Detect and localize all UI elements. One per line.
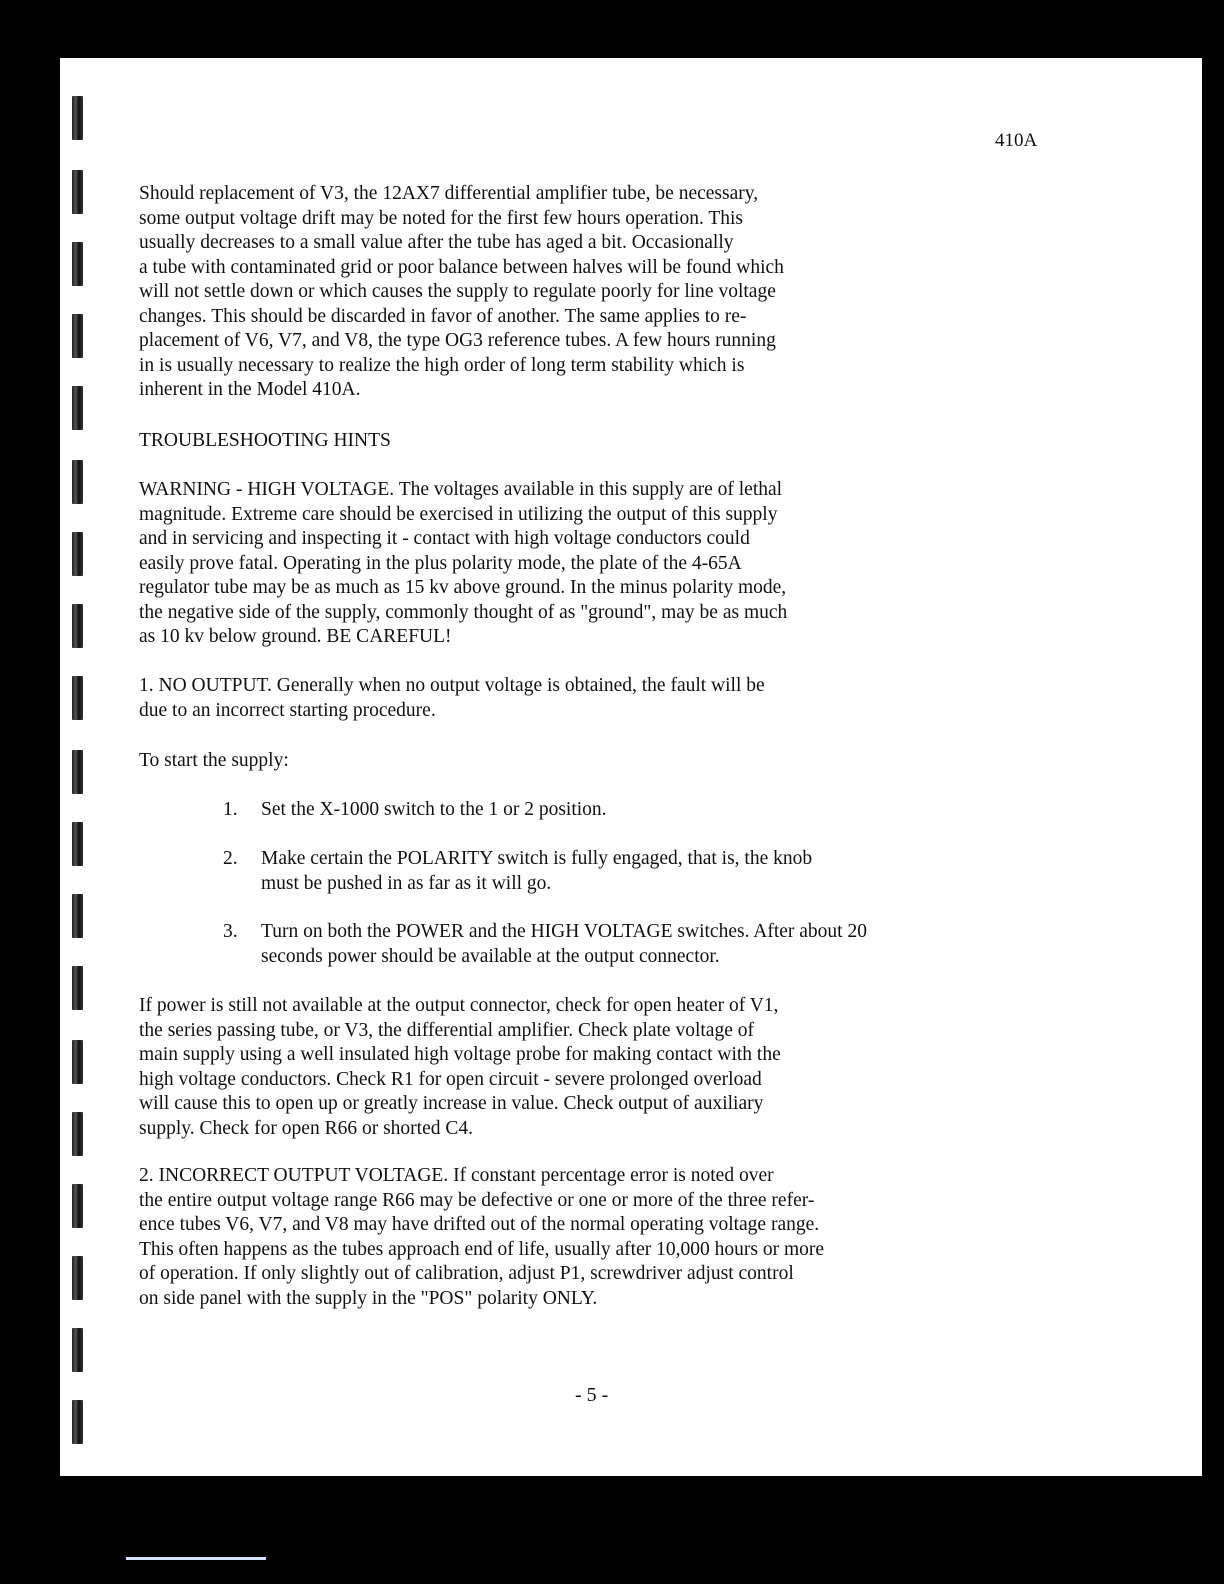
binder-hole bbox=[72, 170, 83, 214]
binder-hole bbox=[72, 1184, 83, 1228]
binder-hole bbox=[72, 1400, 83, 1444]
to-start-paragraph bbox=[139, 749, 1109, 774]
troubleshooting-heading: TROUBLESHOOTING HINTS bbox=[139, 430, 391, 451]
step-number: 3. bbox=[223, 921, 238, 942]
warning-text: WARNING - HIGH VOLTAGE. The voltages available in this supply are of lethal magnitude. Extreme care should be exercised in utilizing the output of this supply and in servicing and inspecting it - contact with high voltage conductors could easily prove fatal. Operating in the plus polarity mode, the plate of the 4-65A regulator tube may be as much as 15 kv above ground. In the minus polarity mode, the negative side of the supply, commonly thought of as "ground", may be as much as 10 kv below ground. BE CAREFUL! bbox=[139, 479, 788, 647]
binder-hole bbox=[72, 96, 83, 140]
binder-hole bbox=[72, 894, 83, 938]
binder-hole bbox=[72, 822, 83, 866]
step-text: Turn on both the POWER and the HIGH VOLTAGE switches. After about 20 seconds power should be available at the output connector. bbox=[261, 921, 867, 967]
step-text: Make certain the POLARITY switch is fully engaged, that is, the knob must be pushed in as far as it will go. bbox=[261, 848, 813, 894]
section-heading bbox=[139, 429, 1109, 454]
intro-paragraph bbox=[139, 182, 1109, 403]
binder-hole bbox=[72, 460, 83, 504]
binder-hole bbox=[72, 1112, 83, 1156]
if-power-text: If power is still not available at the output connector, check for open heater of V1, the series passing tube, or V3, the differential amplifier. Check plate voltage of main supply using a well insulated high voltage probe for making contact with the high voltage conductors. Check R1 for open circuit - severe prolonged overload will cause this to open up or greatly increase in value. Check output of auxiliary supply. Check for open R66 or shorted C4. bbox=[139, 995, 781, 1139]
binder-hole bbox=[72, 1040, 83, 1084]
incorrect-output-text: 2. INCORRECT OUTPUT VOLTAGE. If constant percentage error is noted over the entire output voltage range R66 may be defective or one or more of the three refer- ence tubes V6, V7, and V8 may have drifted out of the normal operating voltage range. This often happens as the tubes approach end of life, usually after 10,000 hours or more of operation. If only slightly out of calibration, adjust P1, screwdriver adjust control on side panel with the supply in the "POS" polarity ONLY. bbox=[139, 1165, 825, 1309]
binder-hole bbox=[72, 750, 83, 794]
binder-hole bbox=[72, 314, 83, 358]
binder-hole bbox=[72, 1256, 83, 1300]
to-start-text: To start the supply: bbox=[139, 750, 289, 771]
intro-text: Should replacement of V3, the 12AX7 differential amplifier tube, be necessary, some output voltage drift may be noted for the first few hours operation. This usually decreases to a small value after the tube has aged a bit. Occasionally a tube with contaminated grid or poor balance between halves will be found which will not settle down or which causes the supply to regulate poorly for line voltage changes. This should be discarded in favor of another. The same applies to re- placement of V6, V7, and V8, the type OG3 reference tubes. A few hours running in is usually necessary to realize the high order of long term stability which is inherent in the Model 410A. bbox=[139, 183, 784, 400]
binder-hole bbox=[72, 676, 83, 720]
scan-edge-strip bbox=[126, 1557, 266, 1560]
no-output-text: 1. NO OUTPUT. Generally when no output voltage is obtained, the fault will be due to an incorrect starting procedure. bbox=[139, 675, 765, 721]
step-text: Set the X-1000 switch to the 1 or 2 position. bbox=[261, 799, 607, 820]
binder-hole bbox=[72, 1328, 83, 1372]
binder-hole bbox=[72, 966, 83, 1010]
model-page-header: 410A bbox=[995, 130, 1038, 151]
incorrect-output-paragraph bbox=[139, 1164, 1109, 1311]
no-output-paragraph bbox=[139, 674, 1109, 723]
binder-hole bbox=[72, 386, 83, 430]
warning-paragraph bbox=[139, 478, 1109, 650]
binder-hole bbox=[72, 242, 83, 286]
page-number: - 5 - bbox=[575, 1384, 609, 1406]
step-number: 2. bbox=[223, 848, 238, 869]
step-number: 1. bbox=[223, 799, 238, 820]
document-page bbox=[60, 58, 1202, 1476]
binder-hole bbox=[72, 604, 83, 648]
binder-hole bbox=[72, 532, 83, 576]
if-power-paragraph bbox=[139, 994, 1109, 1141]
